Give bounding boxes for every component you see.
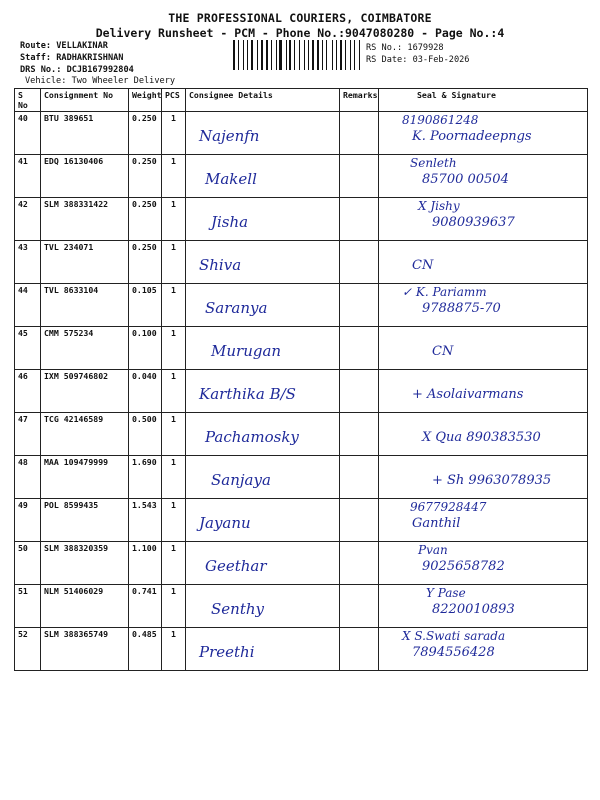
consignee-handwritten-name: Jisha [211, 213, 249, 231]
barcode-bar [346, 40, 349, 70]
barcode-bar [299, 40, 300, 70]
consignee-handwritten-name: Jayanu [199, 514, 251, 532]
cell-weight: 0.741 [129, 585, 162, 628]
barcode-bar [306, 40, 307, 70]
consignee-handwritten-name: Najenfn [199, 127, 260, 145]
signature-line-1: Senleth [410, 156, 457, 170]
barcode-bar [322, 40, 323, 70]
cell-pcs: 1 [162, 413, 186, 456]
barcode-bar [257, 40, 258, 70]
cell-sno: 48 [15, 456, 41, 499]
table-row [15, 284, 588, 327]
barcode-bar [259, 40, 260, 70]
signature-line-2: CN [412, 258, 434, 273]
signature-line-1: ✓ K. Pariamm [402, 285, 487, 299]
barcode-bar [277, 40, 278, 70]
signature-line-2: 9788875-70 [422, 301, 501, 316]
cell-sno: 50 [15, 542, 41, 585]
barcode-bar [261, 40, 263, 70]
signature-line-1: X S.Swati sarada [402, 629, 506, 643]
barcode-bar [338, 40, 339, 70]
barcode-bar [271, 40, 272, 70]
barcode-bar [312, 40, 315, 70]
cell-remarks [340, 456, 379, 499]
table-header-row [15, 89, 588, 112]
cell-consignee [186, 155, 340, 198]
cell-remarks [340, 628, 379, 671]
cell-pcs: 1 [162, 370, 186, 413]
cell-remarks [340, 198, 379, 241]
barcode-bar [269, 40, 270, 70]
barcode-bar [287, 40, 288, 70]
barcode-bar [317, 40, 319, 70]
col-weight-header: Weight [129, 89, 162, 112]
cell-seal-signature [379, 112, 588, 155]
barcode-bar [359, 40, 360, 70]
cell-remarks [340, 284, 379, 327]
table-row [15, 198, 588, 241]
cell-seal-signature [379, 542, 588, 585]
staff-label: Staff: RADHAKRISHNAN [20, 53, 124, 63]
barcode-bar [266, 40, 269, 70]
cell-sno: 41 [15, 155, 41, 198]
signature-line-2: 9080939637 [432, 215, 515, 230]
cell-consignee [186, 198, 340, 241]
cell-weight: 0.100 [129, 327, 162, 370]
cell-sno: 49 [15, 499, 41, 542]
cell-consignee [186, 499, 340, 542]
barcode-bar [345, 40, 346, 70]
cell-consignee [186, 585, 340, 628]
col-pcs-header: PCS [162, 89, 186, 112]
cell-sno: 45 [15, 327, 41, 370]
barcode-bar [301, 40, 303, 70]
cell-weight: 0.250 [129, 155, 162, 198]
cell-remarks [340, 542, 379, 585]
company-title: THE PROFESSIONAL COURIERS, COIMBATORE [168, 11, 432, 25]
runsheet-subtitle: Delivery Runsheet - PCM - Phone No.:9047080280 - Page No.:4 [95, 26, 505, 40]
barcode-bar [264, 40, 265, 70]
consignee-handwritten-name: Karthika B/S [199, 385, 296, 403]
barcode-bar [276, 40, 277, 70]
table-row [15, 155, 588, 198]
cell-sno: 46 [15, 370, 41, 413]
col-sno-header: S No [15, 89, 41, 112]
cell-weight: 0.250 [129, 241, 162, 284]
vehicle-label: Vehicle: Two Wheeler Delivery [25, 76, 176, 86]
cell-seal-signature [379, 327, 588, 370]
barcode-bar [279, 40, 282, 70]
barcode-bar [254, 40, 257, 70]
col-consignee-header: Consignee Details [186, 89, 340, 112]
barcode-bar [310, 40, 311, 70]
barcode-bar [247, 40, 248, 70]
signature-line-1 [426, 414, 584, 428]
barcode-bar [320, 40, 321, 70]
signature-line-2: + Asolaivarmans [412, 387, 524, 402]
barcode-bar [289, 40, 291, 70]
cell-sno: 52 [15, 628, 41, 671]
cell-remarks [340, 370, 379, 413]
consignee-handwritten-name: Sanjaya [211, 471, 271, 489]
barcode-bar [294, 40, 295, 70]
signature-line-1: 8190861248 [402, 113, 479, 127]
barcode-bar [324, 40, 326, 70]
cell-pcs: 1 [162, 241, 186, 284]
cell-consignee [186, 284, 340, 327]
cell-consignment-no: SLM 388331422 [41, 198, 129, 241]
barcode-bar [296, 40, 299, 70]
cell-pcs: 1 [162, 327, 186, 370]
cell-sno: 40 [15, 112, 41, 155]
barcode-bar [332, 40, 333, 70]
cell-seal-signature [379, 628, 588, 671]
cell-seal-signature [379, 241, 588, 284]
cell-remarks [340, 499, 379, 542]
barcode-bar [343, 40, 344, 70]
cell-seal-signature [379, 585, 588, 628]
barcode-bar [292, 40, 293, 70]
cell-sno: 44 [15, 284, 41, 327]
drs-label: DRS No.: DCJB167992804 [20, 65, 134, 75]
cell-consignment-no: TVL 8633104 [41, 284, 129, 327]
barcode-bar [249, 40, 250, 70]
barcode-bar [315, 40, 316, 70]
cell-pcs: 1 [162, 456, 186, 499]
signature-line-2: 9025658782 [422, 559, 505, 574]
cell-pcs: 1 [162, 628, 186, 671]
cell-seal-signature [379, 284, 588, 327]
cell-consignment-no: SLM 388320359 [41, 542, 129, 585]
cell-sno: 51 [15, 585, 41, 628]
table-row [15, 628, 588, 671]
table-row [15, 112, 588, 155]
consignee-handwritten-name: Saranya [205, 299, 268, 317]
signature-line-1: Y Pase [426, 586, 466, 600]
consignee-handwritten-name: Geethar [205, 557, 267, 575]
route-label: Route: VELLAKINAR [20, 41, 108, 51]
consignee-handwritten-name: Makell [205, 170, 257, 188]
table-row [15, 413, 588, 456]
cell-sno: 43 [15, 241, 41, 284]
barcode-bar [239, 40, 242, 70]
cell-consignment-no: IXM 509746802 [41, 370, 129, 413]
table-row [15, 542, 588, 585]
signature-line-2: + Sh 9963078935 [432, 473, 552, 488]
barcode [233, 40, 361, 70]
signature-line-2: Ganthil [412, 516, 461, 531]
cell-consignee [186, 327, 340, 370]
cell-pcs: 1 [162, 542, 186, 585]
table-row [15, 241, 588, 284]
cell-sno: 47 [15, 413, 41, 456]
cell-consignment-no: CMM 575234 [41, 327, 129, 370]
cell-remarks [340, 112, 379, 155]
col-consignment-header: Consignment No [41, 89, 129, 112]
signature-line-2: X Qua 890383530 [422, 430, 541, 445]
cell-consignment-no: TVL 234071 [41, 241, 129, 284]
barcode-bar [352, 40, 353, 70]
cell-consignment-no: EDQ 16130406 [41, 155, 129, 198]
cell-weight: 0.250 [129, 112, 162, 155]
rs-date: RS Date: 03-Feb-2026 [366, 55, 470, 65]
cell-sno: 42 [15, 198, 41, 241]
cell-weight: 0.040 [129, 370, 162, 413]
cell-consignee [186, 241, 340, 284]
cell-remarks [340, 241, 379, 284]
cell-consignee [186, 413, 340, 456]
signature-line-2: K. Poornadeepngs [412, 129, 532, 144]
consignee-handwritten-name: Senthy [211, 600, 264, 618]
cell-consignment-no: MAA 109479999 [41, 456, 129, 499]
cell-weight: 1.690 [129, 456, 162, 499]
runsheet-table [14, 88, 588, 671]
barcode-bar [328, 40, 331, 70]
signature-line-1: X Jishy [418, 199, 460, 213]
signature-line-2: 7894556428 [412, 645, 495, 660]
barcode-bar [251, 40, 253, 70]
signature-line-1 [402, 457, 584, 471]
barcode-bar [356, 40, 358, 70]
barcode-bar [340, 40, 342, 70]
cell-consignment-no: BTU 389651 [41, 112, 129, 155]
cell-consignment-no: TCG 42146589 [41, 413, 129, 456]
barcode-bar [354, 40, 356, 70]
barcode-bar [236, 40, 237, 70]
cell-weight: 1.100 [129, 542, 162, 585]
cell-pcs: 1 [162, 499, 186, 542]
col-remarks-header: Remarks [340, 89, 379, 112]
barcode-bar [245, 40, 247, 70]
cell-remarks [340, 585, 379, 628]
cell-pcs: 1 [162, 155, 186, 198]
cell-consignment-no: POL 8599435 [41, 499, 129, 542]
cell-consignment-no: NLM 51406029 [41, 585, 129, 628]
rs-number: RS No.: 1679928 [366, 43, 444, 53]
signature-line-2: 85700 00504 [422, 172, 509, 187]
barcode-bar [238, 40, 239, 70]
signature-line-2: CN [432, 344, 454, 359]
consignee-handwritten-name: Murugan [211, 342, 282, 360]
table-row [15, 456, 588, 499]
signature-line-1 [418, 371, 584, 385]
signature-line-1 [410, 328, 584, 342]
table-row [15, 585, 588, 628]
cell-consignee [186, 456, 340, 499]
signature-line-1 [426, 242, 584, 256]
consignee-handwritten-name: Shiva [199, 256, 242, 274]
cell-weight: 0.485 [129, 628, 162, 671]
cell-remarks [340, 413, 379, 456]
cell-consignee [186, 628, 340, 671]
barcode-bar [326, 40, 327, 70]
table-row [15, 327, 588, 370]
cell-seal-signature [379, 499, 588, 542]
cell-consignment-no: SLM 388365749 [41, 628, 129, 671]
consignee-handwritten-name: Pachamosky [205, 428, 299, 446]
col-seal-header: Seal & Signature [379, 89, 588, 112]
table-row [15, 370, 588, 413]
barcode-bar [336, 40, 338, 70]
signature-line-2: 8220010893 [432, 602, 515, 617]
barcode-bar [304, 40, 306, 70]
cell-consignee [186, 542, 340, 585]
barcode-bar [334, 40, 335, 70]
cell-remarks [340, 155, 379, 198]
table-row [15, 499, 588, 542]
cell-consignee [186, 112, 340, 155]
cell-seal-signature [379, 413, 588, 456]
barcode-bar [243, 40, 244, 70]
cell-remarks [340, 327, 379, 370]
cell-seal-signature [379, 456, 588, 499]
barcode-bar [233, 40, 235, 70]
signature-line-1: Pvan [418, 543, 448, 557]
cell-seal-signature [379, 370, 588, 413]
cell-seal-signature [379, 155, 588, 198]
cell-weight: 0.250 [129, 198, 162, 241]
barcode-bar [308, 40, 309, 70]
cell-weight: 0.105 [129, 284, 162, 327]
cell-consignee [186, 370, 340, 413]
cell-pcs: 1 [162, 284, 186, 327]
consignee-handwritten-name: Preethi [199, 643, 255, 661]
signature-line-1: 9677928447 [410, 500, 487, 514]
cell-pcs: 1 [162, 585, 186, 628]
barcode-bar [273, 40, 275, 70]
barcode-bar [286, 40, 287, 70]
cell-pcs: 1 [162, 112, 186, 155]
barcode-bar [350, 40, 351, 70]
cell-weight: 0.500 [129, 413, 162, 456]
cell-weight: 1.543 [129, 499, 162, 542]
cell-pcs: 1 [162, 198, 186, 241]
barcode-bar [283, 40, 285, 70]
cell-seal-signature [379, 198, 588, 241]
